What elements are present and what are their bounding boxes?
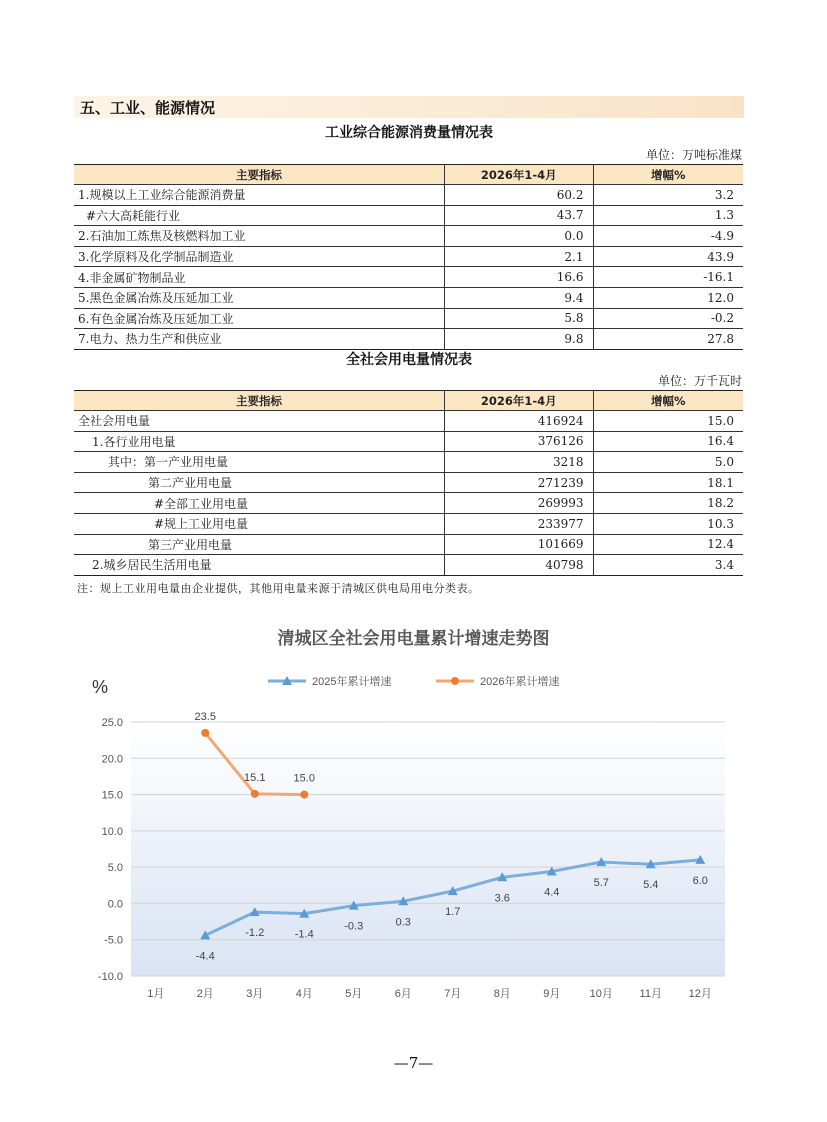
energy-cell-growth: 12.0 xyxy=(593,287,743,308)
power-cell-value: 376126 xyxy=(445,431,594,452)
energy-table-title: 工业综合能源消费量情况表 xyxy=(325,125,493,141)
y-tick-label: 10.0 xyxy=(101,825,123,838)
power-header-period: 2026年1-4月 xyxy=(445,391,594,411)
energy-cell-value: 0.0 xyxy=(445,226,593,247)
x-tick-label: 7月 xyxy=(444,988,462,1000)
data-point-circle xyxy=(300,791,308,799)
data-point-circle xyxy=(251,790,259,798)
y-axis-unit-label: % xyxy=(92,677,109,697)
data-label: 6.0 xyxy=(692,874,708,887)
energy-cell-value: 43.7 xyxy=(445,205,593,226)
data-label: 0.3 xyxy=(395,916,411,929)
power-header-growth: 增幅% xyxy=(593,391,743,411)
data-point-circle xyxy=(201,729,209,737)
power-cell-value: 233977 xyxy=(445,513,594,534)
power-row xyxy=(74,431,743,452)
power-row xyxy=(74,513,743,534)
power-cell-label: 全社会用电量 xyxy=(74,411,445,432)
energy-cell-label: 5.黑色金属冶炼及压延加工业 xyxy=(74,287,445,308)
energy-table-unit: 单位：万吨标准煤 xyxy=(645,148,742,162)
y-tick-label: -5.0 xyxy=(104,934,123,947)
power-cell-growth: 15.0 xyxy=(593,411,743,432)
power-table xyxy=(74,390,743,576)
power-row xyxy=(74,411,743,432)
chart-title: 清城区全社会用电量累计增速走势图 xyxy=(277,629,550,649)
x-tick-label: 11月 xyxy=(639,988,662,1000)
power-cell-value: 101669 xyxy=(445,534,594,555)
power-cell-growth: 12.4 xyxy=(593,534,743,555)
energy-cell-value: 5.8 xyxy=(445,308,593,329)
energy-cell-label: 1.规模以上工业综合能源消费量 xyxy=(74,185,445,206)
energy-row xyxy=(74,205,743,226)
data-label: -4.4 xyxy=(195,950,215,963)
power-row xyxy=(74,452,743,473)
y-tick-label: -10.0 xyxy=(97,971,123,983)
power-cell-growth: 16.4 xyxy=(593,431,743,452)
energy-cell-growth: -4.9 xyxy=(593,226,743,247)
x-tick-label: 2月 xyxy=(196,988,214,1000)
energy-row xyxy=(74,287,743,308)
energy-cell-growth: 27.8 xyxy=(593,329,743,350)
power-cell-value: 269993 xyxy=(445,493,594,514)
y-tick-label: 15.0 xyxy=(101,789,123,802)
legend-label: 2026年累计增速 xyxy=(480,676,560,688)
energy-header-period: 2026年1-4月 xyxy=(445,165,593,185)
energy-cell-growth: -16.1 xyxy=(593,267,743,288)
x-tick-label: 10月 xyxy=(589,988,613,1000)
power-cell-label: #规上工业用电量 xyxy=(74,513,445,534)
power-table-title: 全社会用电量情况表 xyxy=(346,352,472,368)
power-cell-growth: 18.1 xyxy=(593,472,743,493)
power-cell-growth: 5.0 xyxy=(593,452,743,473)
plot-area xyxy=(131,722,725,976)
power-row xyxy=(74,472,743,493)
energy-header-growth: 增幅% xyxy=(593,165,743,185)
power-cell-label: 第三产业用电量 xyxy=(74,534,445,555)
y-tick-label: 5.0 xyxy=(107,862,123,875)
growth-line-chart xyxy=(0,660,827,1020)
x-tick-label: 3月 xyxy=(246,988,264,1000)
energy-row xyxy=(74,267,743,288)
energy-cell-value: 2.1 xyxy=(445,246,593,267)
power-cell-value: 3218 xyxy=(445,452,594,473)
energy-cell-growth: -0.2 xyxy=(593,308,743,329)
data-label: -1.2 xyxy=(245,927,265,940)
legend-circle-marker xyxy=(451,677,459,685)
power-header-indicator: 主要指标 xyxy=(74,391,445,411)
energy-cell-value: 9.4 xyxy=(445,287,593,308)
power-cell-label: 2.城乡居民生活用电量 xyxy=(74,555,445,576)
power-row xyxy=(74,555,743,576)
energy-row xyxy=(74,308,743,329)
table-footnote: 注：规上工业用电量由企业提供，其他用电量来源于清城区供电局用电分类表。 xyxy=(77,582,480,595)
y-tick-label: 0.0 xyxy=(107,898,123,911)
energy-cell-growth: 43.9 xyxy=(593,246,743,267)
power-cell-growth: 18.2 xyxy=(593,493,743,514)
energy-cell-growth: 1.3 xyxy=(593,205,743,226)
y-tick-label: 20.0 xyxy=(101,753,123,766)
power-cell-label: 其中：第一产业用电量 xyxy=(74,452,445,473)
data-label: 23.5 xyxy=(194,710,216,723)
power-cell-label: 第二产业用电量 xyxy=(74,472,445,493)
energy-cell-label: #六大高耗能行业 xyxy=(74,205,445,226)
power-cell-value: 40798 xyxy=(445,555,594,576)
x-tick-label: 9月 xyxy=(543,988,561,1000)
energy-row xyxy=(74,329,743,350)
data-label: 3.6 xyxy=(494,892,510,905)
energy-cell-label: 4.非金属矿物制品业 xyxy=(74,267,445,288)
energy-cell-label: 2.石油加工炼焦及核燃料加工业 xyxy=(74,226,445,247)
power-cell-value: 416924 xyxy=(445,411,594,432)
power-row xyxy=(74,493,743,514)
power-cell-label: #全部工业用电量 xyxy=(74,493,445,514)
energy-cell-label: 6.有色金属冶炼及压延加工业 xyxy=(74,308,445,329)
x-tick-label: 8月 xyxy=(493,988,511,1000)
power-table-unit: 单位：万千瓦时 xyxy=(657,374,742,388)
power-row xyxy=(74,534,743,555)
energy-cell-label: 3.化学原料及化学制品制造业 xyxy=(74,246,445,267)
x-tick-label: 12月 xyxy=(688,988,712,1000)
energy-header-indicator: 主要指标 xyxy=(74,165,445,185)
power-cell-growth: 10.3 xyxy=(593,513,743,534)
y-tick-label: 25.0 xyxy=(101,717,123,729)
energy-cell-label: 7.电力、热力生产和供应业 xyxy=(74,329,445,350)
x-tick-label: 4月 xyxy=(295,988,313,1000)
energy-row xyxy=(74,246,743,267)
energy-cell-value: 16.6 xyxy=(445,267,593,288)
data-label: 15.0 xyxy=(293,772,315,785)
energy-row xyxy=(74,226,743,247)
data-label: 1.7 xyxy=(445,906,461,919)
page-number: —7— xyxy=(393,1054,434,1072)
data-label: -1.4 xyxy=(294,928,314,941)
data-label: 5.4 xyxy=(643,879,659,892)
data-label: 5.7 xyxy=(593,877,609,890)
x-tick-label: 1月 xyxy=(147,988,165,1000)
legend-label: 2025年累计增速 xyxy=(312,676,392,688)
energy-table xyxy=(74,164,743,350)
energy-row xyxy=(74,185,743,206)
data-label: -0.3 xyxy=(344,920,364,933)
data-label: 15.1 xyxy=(244,771,266,784)
section-title: 五、工业、能源情况 xyxy=(80,99,216,117)
power-cell-growth: 3.4 xyxy=(593,555,743,576)
power-cell-value: 271239 xyxy=(445,472,594,493)
x-tick-label: 5月 xyxy=(345,988,363,1000)
x-tick-label: 6月 xyxy=(394,988,412,1000)
energy-cell-value: 9.8 xyxy=(445,329,593,350)
energy-cell-value: 60.2 xyxy=(445,185,593,206)
power-cell-label: 1.各行业用电量 xyxy=(74,431,445,452)
data-label: 4.4 xyxy=(544,886,560,899)
energy-cell-growth: 3.2 xyxy=(593,185,743,206)
